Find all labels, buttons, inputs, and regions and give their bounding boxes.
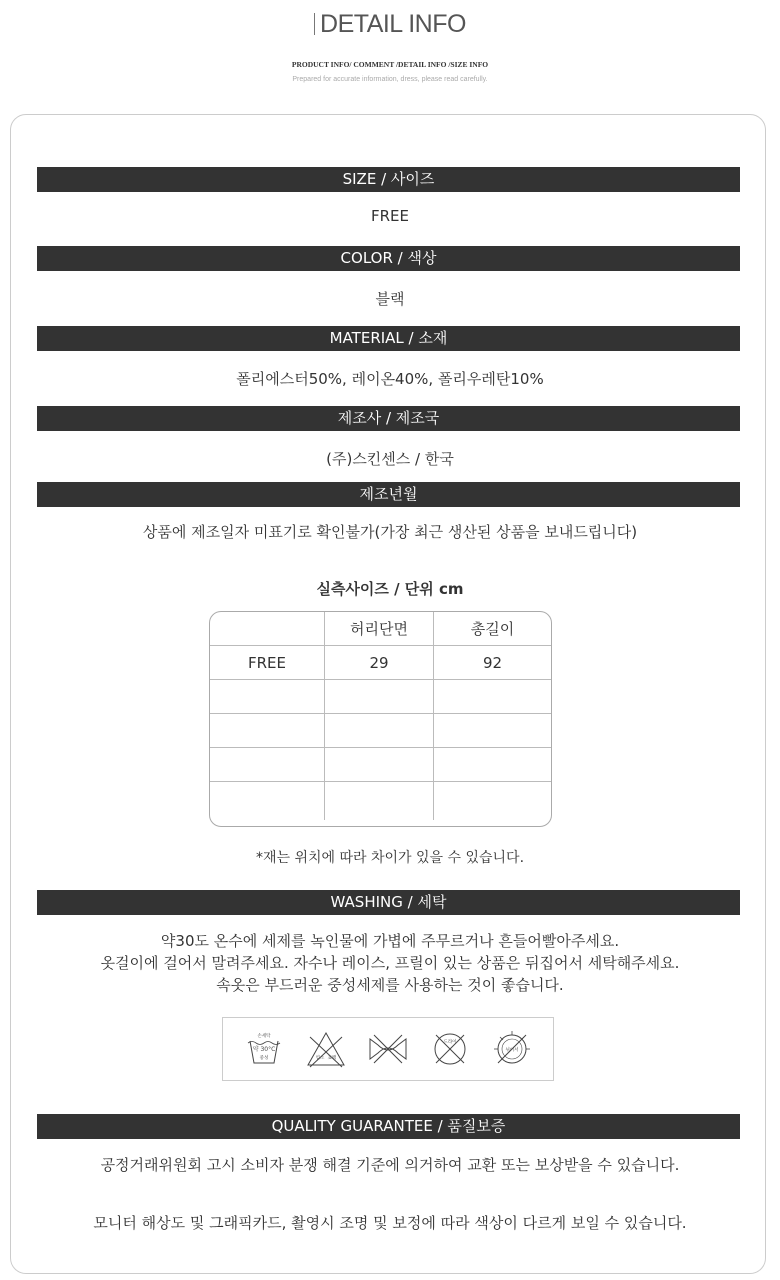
table-cell (434, 748, 551, 781)
quality-section-bar: QUALITY GUARANTEE / 품질보증 (37, 1114, 740, 1139)
table-cell: 92 (482, 653, 503, 672)
size-section-bar: SIZE / 사이즈 (37, 167, 740, 192)
material-section-bar: MATERIAL / 소재 (37, 326, 740, 351)
color-section-bar: COLOR / 색상 (37, 246, 740, 271)
table-row (210, 782, 551, 820)
no-bleach-icon (304, 1029, 348, 1069)
table-cell (325, 680, 434, 713)
hand-wash-30-icon (242, 1029, 286, 1069)
maker-section-bar: 제조사 / 제조국 (37, 406, 740, 431)
header-nav: PRODUCT INFO/ COMMENT /DETAIL INFO /SIZE INFO (291, 60, 489, 69)
table-cell (434, 680, 551, 713)
maker-value: (주)스킨센스 / 한국 (326, 450, 454, 468)
table-header-cell: 허리단면 (325, 612, 434, 645)
table-header-row (210, 612, 551, 646)
date-value: 상품에 제조일자 미표기로 확인불가(가장 최근 생산된 상품을 보내드립니다) (142, 523, 638, 541)
hand-wash-label-mid: 약 30°C (252, 1046, 276, 1053)
table-cell: FREE (210, 646, 325, 679)
quality-line-2: 모니터 해상도 및 그래픽카드, 촬영시 조명 및 보정에 따라 색상이 다르게 보일 수 있습니다. (93, 1214, 687, 1232)
washing-section-bar: WASHING / 세탁 (37, 890, 740, 915)
table-cell (210, 714, 325, 747)
header-subtitle: Prepared for accurate information, dress, please read carefully. (292, 76, 488, 83)
table-cell (210, 782, 325, 820)
size-table (209, 611, 552, 827)
lay-flat-label: 뉘어서 (505, 1048, 519, 1053)
table-cell (325, 748, 434, 781)
table-header-cell: 총길이 (470, 620, 515, 638)
date-section-bar: 제조년월 (37, 482, 740, 507)
size-value: FREE (370, 207, 409, 225)
table-cell: 29 (325, 646, 434, 679)
table-cell (434, 782, 551, 820)
no-bleach-label-left: 염소 (315, 1056, 325, 1061)
table-cell (210, 748, 325, 781)
page-title (0, 10, 780, 39)
table-row (210, 646, 551, 680)
size-table-title: 실측사이즈 / 단위 cm (316, 580, 464, 598)
hand-wash-label-top: 손세탁 (257, 1034, 271, 1039)
no-bleach-label-right: 표백 (327, 1056, 337, 1061)
table-row (210, 714, 551, 748)
title-divider (314, 13, 315, 35)
no-wring-icon (366, 1029, 410, 1069)
washing-line: 약30도 온수에 세제를 녹인물에 가볍에 주무르거나 흔들어빨아주세요. (160, 932, 620, 950)
table-cell (210, 680, 325, 713)
table-cell (325, 714, 434, 747)
page-title-text: DETAIL INFO (320, 10, 466, 38)
quality-line-1: 공정거래위원회 고시 소비자 분쟁 해결 기준에 의거하여 교환 또는 보상받을 수 있습니다. (100, 1156, 680, 1174)
washing-line: 속옷은 부드러운 중성세제를 사용하는 것이 좋습니다. (216, 976, 564, 994)
measurement-note: *재는 위치에 따라 차이가 있을 수 있습니다. (255, 850, 525, 866)
table-cell (434, 714, 551, 747)
care-icons-box (222, 1017, 554, 1081)
no-dry-clean-icon (428, 1029, 472, 1069)
washing-line: 옷걸이에 걸어서 말려주세요. 자수나 레이스, 프릴이 있는 상품은 뒤집어서 세탁해주세요. (100, 954, 680, 972)
table-row (210, 680, 551, 714)
table-header-cell (210, 612, 325, 645)
washing-instructions (0, 930, 780, 996)
dry-clean-label: 드라이 (443, 1040, 457, 1045)
table-row (210, 748, 551, 782)
table-cell (325, 782, 434, 820)
material-value: 폴리에스터50%, 레이온40%, 폴리우레탄10% (236, 370, 544, 388)
no-tumble-dry-icon (490, 1029, 534, 1069)
hand-wash-label-bot: 중성 (259, 1056, 269, 1061)
color-value: 블랙 (375, 290, 405, 308)
